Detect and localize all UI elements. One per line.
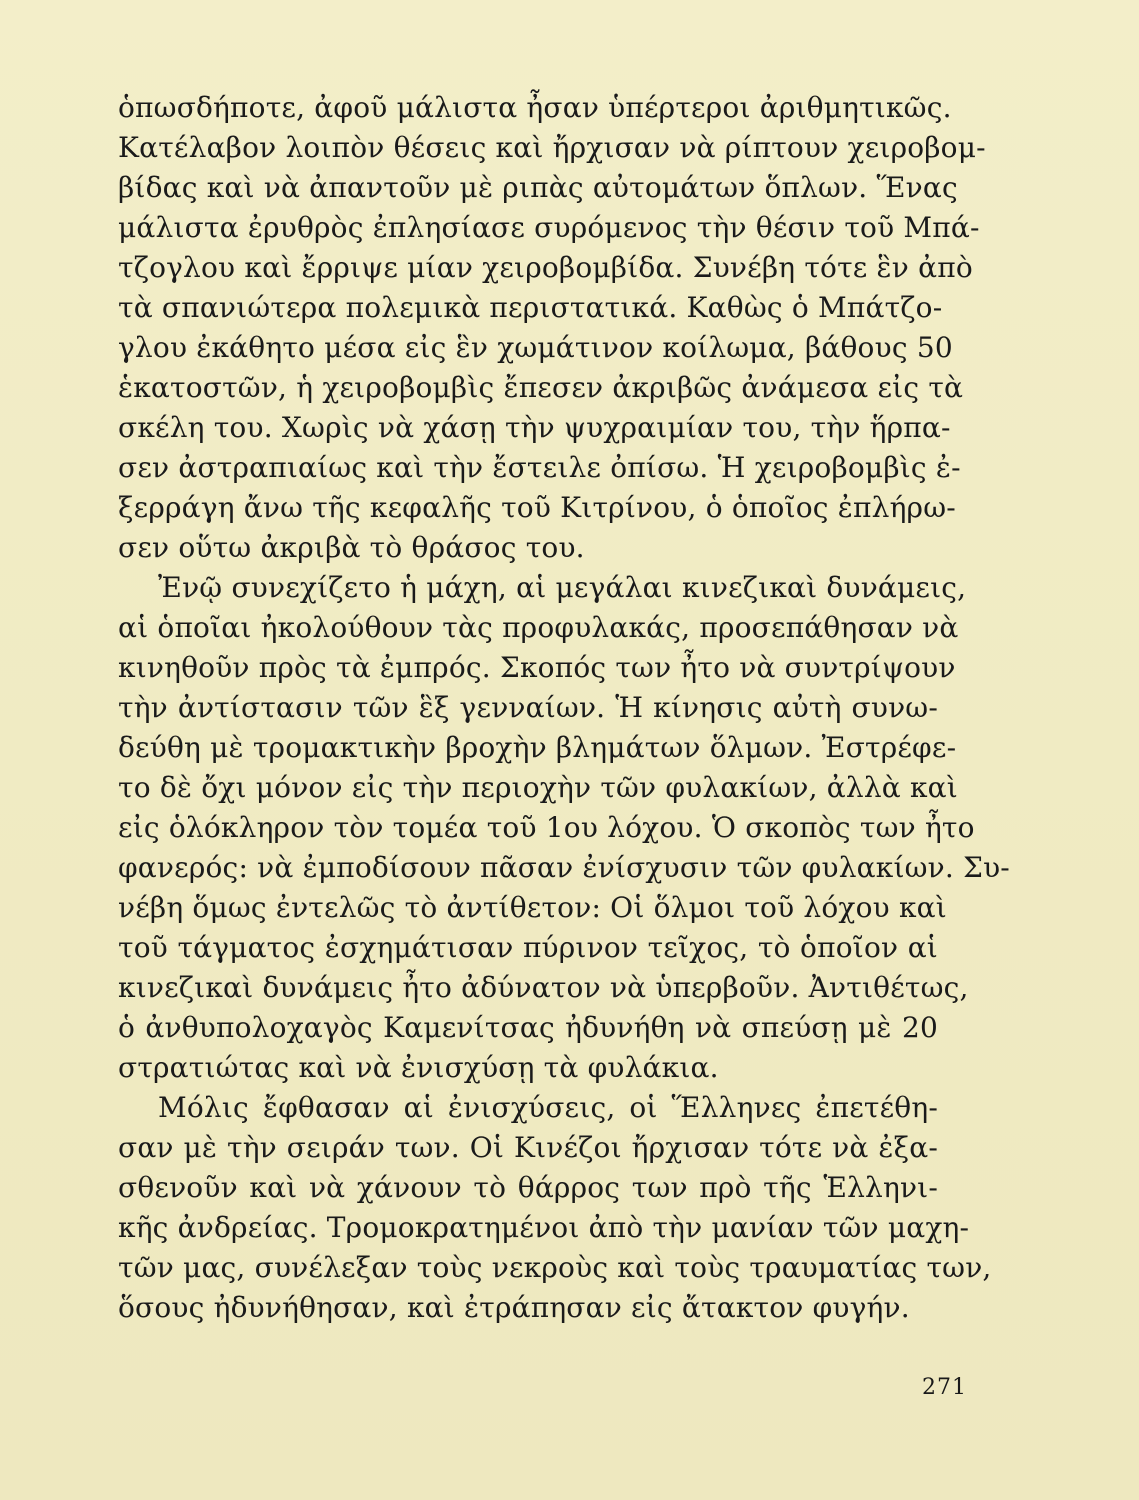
text-line: Κατέλαβον λοιπὸν θέσεις καὶ ἤρχισαν νὰ ρίπτουν χειροβομ- (118, 131, 986, 164)
text-line: κινηθοῦν πρὸς τὰ ἐμπρός. Σκοπός των ἦτο νὰ συντρίψουν (118, 651, 956, 684)
text-line: δεύθη μὲ τρομακτικὴν βροχὴν βλημάτων ὅλμων. Ἐστρέφε- (118, 731, 957, 764)
text-line: ὅσους ἠδυνήθησαν, καὶ ἐτράπησαν εἰς ἄτακτον φυγήν. (118, 1291, 910, 1324)
page-number: 271 (922, 1375, 967, 1400)
text-line: ἑκατοστῶν, ἡ χειροβομβὶς ἔπεσεν ἀκριβῶς ἀνάμεσα εἰς τὰ (118, 371, 964, 404)
text-line: τζογλου καὶ ἔρριψε μίαν χειροβομβίδα. Συνέβη τότε ἓν ἀπὸ (118, 251, 973, 284)
paragraph-start-line: Ἐνῷ συνεχίζετο ἡ μάχη, αἱ μεγάλαι κινεζικαὶ δυνάμεις, (158, 571, 967, 604)
text-line: σεν ἀστραπιαίως καὶ τὴν ἔστειλε ὀπίσω. Ἡ χειροβομβὶς ἐ- (118, 451, 961, 484)
text-line: κινεζικαὶ δυνάμεις ἦτο ἀδύνατον νὰ ὑπερβοῦν. Ἀντιθέτως, (118, 971, 969, 1004)
text-line: τὰ σπανιώτερα πολεμικὰ περιστατικά. Καθὼς ὁ Μπάτζο- (118, 291, 943, 324)
text-line: εἰς ὁλόκληρον τὸν τομέα τοῦ 1ου λόχου. Ὁ σκοπὸς των ἦτο (118, 811, 975, 844)
text-line: τοῦ τάγματος ἐσχημάτισαν πύρινον τεῖχος, τὸ ὁποῖον αἱ (118, 931, 938, 964)
text-line: ξερράγη ἄνω τῆς κεφαλῆς τοῦ Κιτρίνου, ὁ ὁποῖος ἐπλήρω- (118, 491, 956, 524)
text-line: σκέλη του. Χωρὶς νὰ χάσῃ τὴν ψυχραιμίαν του, τὴν ἥρπα- (118, 411, 951, 444)
text-line: κῆς ἀνδρείας. Τρομοκρατημένοι ἀπὸ τὴν μανίαν τῶν μαχη- (118, 1211, 970, 1244)
text-line: γλου ἐκάθητο μέσα εἰς ἓν χωμάτινον κοίλωμα, βάθους 50 (118, 331, 953, 364)
paragraph-start-line: Μόλις ἔφθασαν αἱ ἐνισχύσεις, οἱ Ἕλληνες ἐπετέθη- (158, 1091, 938, 1124)
text-line: τὴν ἀντίστασιν τῶν ἓξ γενναίων. Ἡ κίνησις αὐτὴ συνω- (118, 691, 938, 724)
text-line: νέβη ὅμως ἐντελῶς τὸ ἀντίθετον: Οἱ ὅλμοι τοῦ λόχου καὶ (118, 891, 947, 924)
text-line: φανερός: νὰ ἐμποδίσουν πᾶσαν ἐνίσχυσιν τῶν φυλακίων. Συ- (118, 851, 1010, 884)
text-line: ὁπωσδήποτε, ἀφοῦ μάλιστα ἦσαν ὑπέρτεροι ἀριθμητικῶς. (118, 91, 952, 124)
text-line: τῶν μας, συνέλεξαν τοὺς νεκροὺς καὶ τοὺς τραυματίας των, (118, 1251, 992, 1284)
text-line: αἱ ὁποῖαι ἠκολούθουν τὰς προφυλακάς, προσεπάθησαν νὰ (118, 611, 959, 644)
text-line: σαν μὲ τὴν σειράν των. Οἱ Κινέζοι ἤρχισαν τότε νὰ ἐξα- (118, 1131, 938, 1164)
body-text (118, 88, 1010, 1328)
text-line: μάλιστα ἐρυθρὸς ἐπλησίασε συρόμενος τὴν θέσιν τοῦ Μπά- (118, 211, 980, 244)
text-line: σεν οὕτω ἀκριβὰ τὸ θράσος του. (118, 531, 585, 564)
text-line: σθενοῦν καὶ νὰ χάνουν τὸ θάρρος των πρὸ τῆς Ἑλληνι- (118, 1171, 938, 1204)
text-line: ὁ ἀνθυπολοχαγὸς Καμενίτσας ἠδυνήθη νὰ σπεύσῃ μὲ 20 (118, 1011, 938, 1044)
text-line: στρατιώτας καὶ νὰ ἐνισχύσῃ τὰ φυλάκια. (118, 1051, 719, 1084)
text-line: το δὲ ὄχι μόνον εἰς τὴν περιοχὴν τῶν φυλακίων, ἀλλὰ καὶ (118, 771, 958, 804)
text-line: βίδας καὶ νὰ ἀπαντοῦν μὲ ριπὰς αὐτομάτων ὅπλων. Ἕνας (118, 171, 958, 204)
